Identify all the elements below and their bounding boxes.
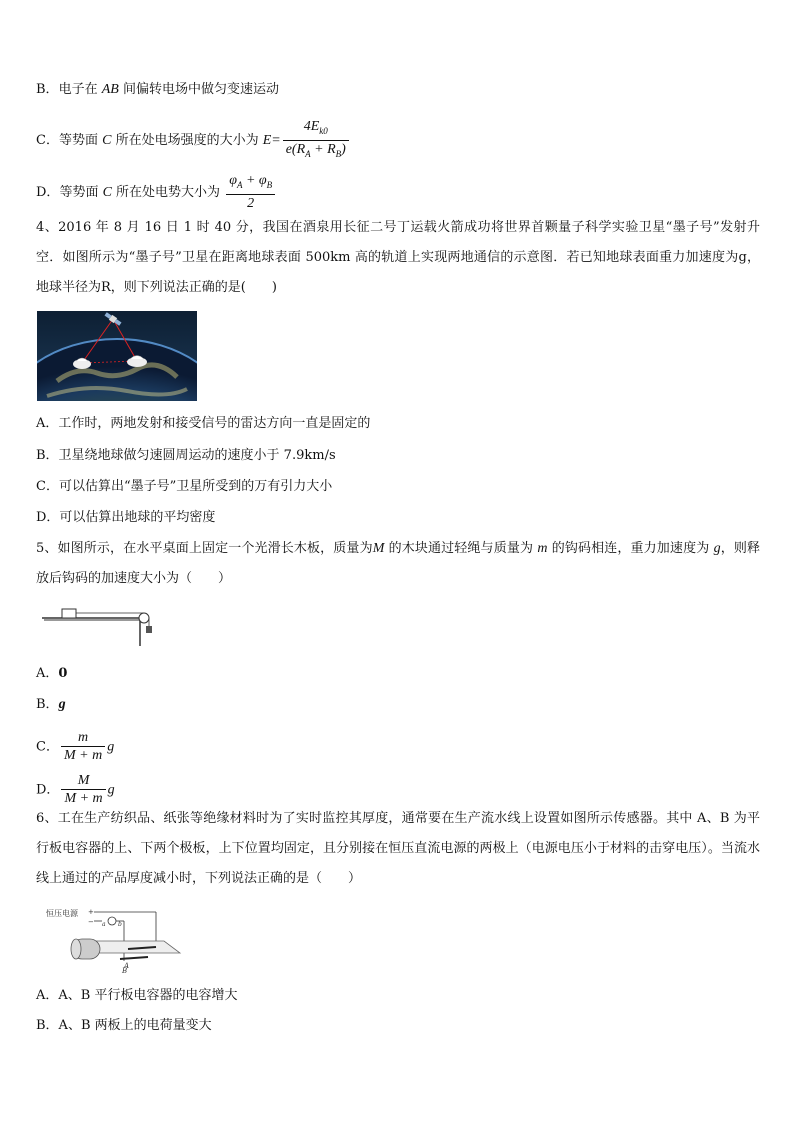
- option-label: A．: [36, 666, 59, 681]
- option-text: 等势面: [58, 132, 103, 148]
- subscript: A: [305, 148, 311, 159]
- stem-text: 的钩码相连，重力加速度为: [547, 541, 714, 556]
- stem-text: ，则释放后钩码的加速度大小为（ ）: [36, 541, 760, 586]
- q3-option-b: [36, 80, 279, 100]
- q6-stem: 6、工在生产纺织品、纸张等绝缘材料时为了实时监控其厚度，通常要在生产流水线上设置如图所示传感器。其中 A、B 为平行板电容器的上、下两个极板，上下位置均固定，且分别接在恒压直流电源的两极上（电源电压小于材料的击穿电压）。当流水线上通过的产品厚度减小时，下列说法正确的是（ ）: [36, 811, 760, 886]
- stem-text: 的木块通过轻绳与质量为: [384, 541, 538, 556]
- variable-M: M: [372, 541, 385, 556]
- variable-g: g: [713, 541, 721, 556]
- fraction: [61, 772, 105, 808]
- fraction: [283, 118, 349, 163]
- denominator: e(R: [285, 141, 306, 157]
- denominator-end: ): [341, 141, 346, 157]
- stem-text: 5、如图所示，在水平桌面上固定一个光滑长木板，质量为: [36, 541, 373, 556]
- variable: AB: [101, 82, 119, 97]
- denominator: M + m: [61, 789, 105, 808]
- q5-option-b: [36, 695, 66, 715]
- svg-text:−: −: [88, 918, 94, 926]
- option-value: 0: [58, 666, 68, 681]
- subscript: B: [335, 148, 342, 159]
- numerator: φ: [229, 173, 237, 188]
- option-label: D．: [36, 782, 60, 798]
- q6-sensor-figure: [44, 905, 184, 973]
- subscript: k0: [319, 125, 328, 136]
- variable: C: [102, 184, 112, 200]
- q4-option-a: A．工作时，两地发射和接受信号的雷达方向一直是固定的: [36, 416, 371, 431]
- numerator: M: [77, 773, 90, 788]
- option-label: B．: [36, 82, 59, 97]
- q4-option-b: B．卫星绕地球做匀速圆周运动的速度小于 7.9km/s: [36, 448, 336, 463]
- q5-stem: [36, 534, 760, 594]
- terminal-a: a: [102, 921, 106, 928]
- numerator: 4E: [303, 119, 320, 134]
- q5-pulley-figure: [40, 602, 160, 652]
- option-text: 电子在: [58, 82, 102, 97]
- q6-option-b: B．A、B 两板上的电荷量变大: [36, 1018, 212, 1033]
- option-text: 等势面: [59, 184, 103, 200]
- option-text: 间偏转电场中做匀变速运动: [118, 82, 279, 97]
- option-label: C．: [36, 739, 59, 755]
- plate-b: B: [122, 967, 128, 973]
- subscript: A: [236, 179, 243, 190]
- q5-option-c: [36, 729, 114, 765]
- numerator-mid: + φ: [242, 173, 267, 188]
- q4-stem: 4、2016 年 8 月 16 日 1 时 40 分，我国在酒泉用长征二号丁运载火箭成功将世界首颗量子科学实验卫星“墨子号”发射升空．如图所示为“墨子号”卫星在距离地球表面 500km 高的轨道上实现两地通信的示意图．若已知地球表面重力加速度为g，地球半径为R，则下列说法正确的是( ): [36, 220, 760, 295]
- q4-satellite-figure: [37, 311, 197, 401]
- q3-option-d: [36, 172, 277, 213]
- denominator: M + m: [61, 746, 105, 765]
- variable-g: g: [107, 739, 115, 755]
- q4-option-c: C．可以估算出“墨子号”卫星所受到的万有引力大小: [36, 479, 333, 494]
- fraction: [226, 172, 275, 213]
- variable: C: [102, 132, 112, 148]
- formula-lhs: E=: [262, 132, 281, 148]
- svg-text:+: +: [88, 908, 94, 916]
- option-label: D．: [36, 184, 60, 200]
- option-label: B．: [36, 697, 59, 712]
- power-label: 恒压电源: [46, 909, 78, 918]
- denominator: 2: [226, 194, 275, 213]
- q6-option-a: A．A、B 平行板电容器的电容增大: [36, 988, 238, 1003]
- q4-option-d: D．可以估算出地球的平均密度: [36, 510, 216, 525]
- variable-m: m: [537, 541, 548, 556]
- option-text: 所在处电势大小为: [111, 184, 225, 200]
- option-label: C．: [36, 132, 59, 148]
- q5-option-a: [36, 664, 67, 684]
- variable-g: g: [107, 782, 115, 798]
- denominator-mid: + R: [310, 141, 336, 157]
- q3-option-c: [36, 118, 351, 163]
- fraction: [61, 729, 105, 765]
- option-text: 所在处电场强度的大小为: [111, 132, 263, 148]
- subscript: B: [266, 179, 273, 190]
- plate-a: A: [124, 962, 130, 970]
- terminal-b: b: [118, 921, 122, 928]
- q5-option-d: [36, 772, 115, 808]
- numerator: m: [78, 730, 89, 745]
- option-value: g: [58, 697, 66, 712]
